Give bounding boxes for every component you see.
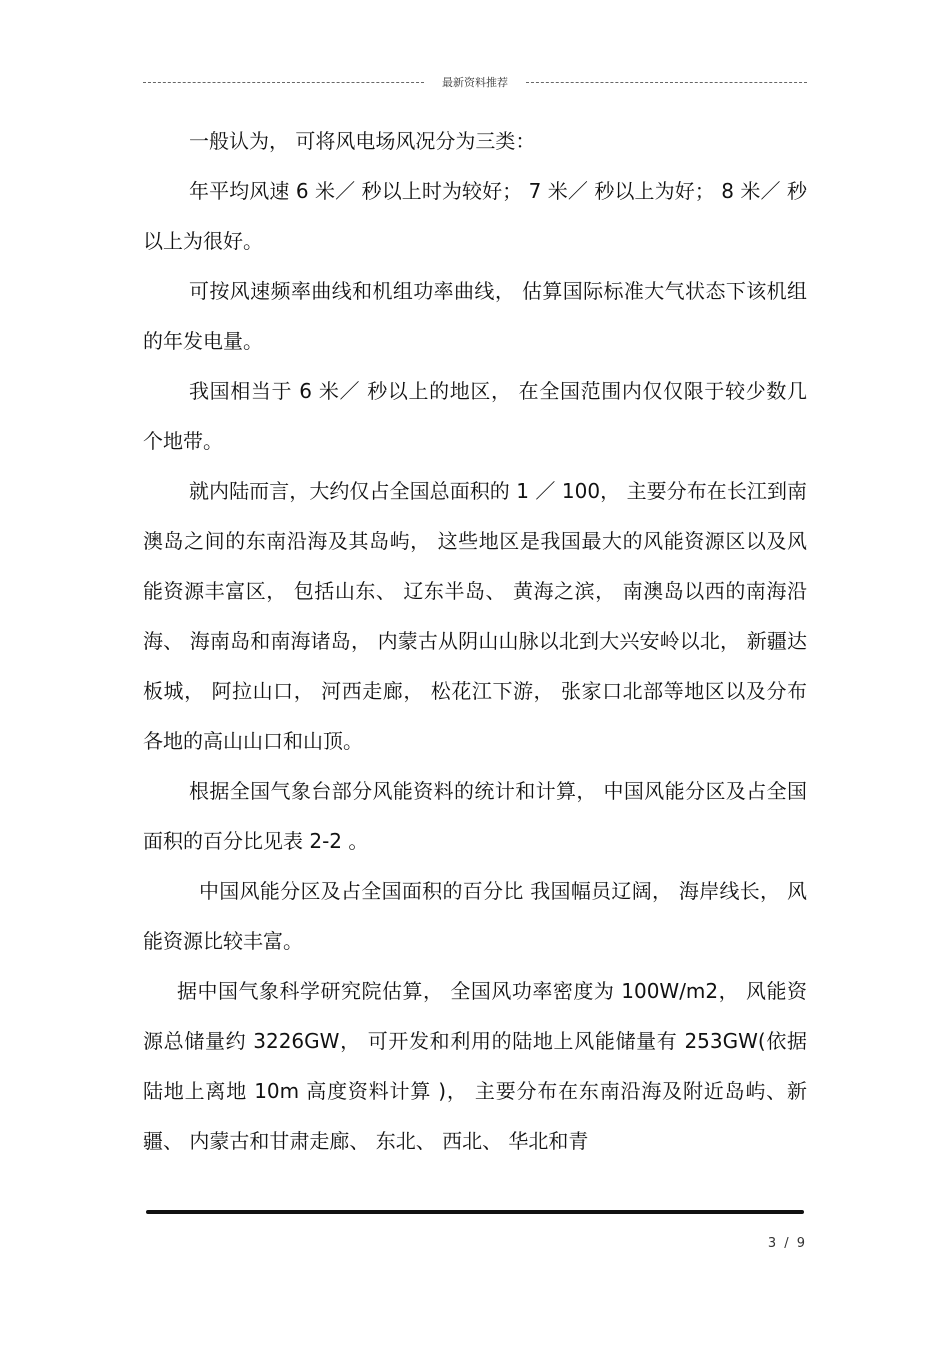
paragraph-power-curve: 可按风速频率曲线和机组功率曲线， 估算国际标准大气状态下该机组的年发电量。 [143, 279, 807, 353]
document-body [143, 116, 807, 1166]
paragraph-zoning: 中国风能分区及占全国面积的百分比 我国幅员辽阔， 海岸线长， 风能资源比较丰富。 [143, 879, 807, 953]
paragraph-estimate: 据中国气象科学研究院估算， 全国风功率密度为 100W/m2， 风能资源总储量约 3226GW， 可开发和利用的陆地上风能储量有 253GW(依据陆地上离地 10m 高度资料计算 )， 主要分布在东南沿海及附近岛屿、新疆、 内蒙古和甘肃走廊、 东北、 西北、 华北和青 [143, 979, 807, 1153]
footer-rule [146, 1210, 804, 1214]
paragraph-regions: 我国相当于 6 米／ 秒以上的地区， 在全国范围内仅仅限于较少数几个地带。 [143, 379, 807, 453]
header-dash-right [526, 82, 807, 83]
page-number: 3 / 9 [767, 1236, 807, 1251]
paragraph-statistics: 根据全国气象台部分风能资料的统计和计算， 中国风能分区及占全国面积的百分比见表 2-2 。 [143, 779, 807, 853]
paragraph-wind-speed: 年平均风速 6 米／ 秒以上时为较好； 7 米／ 秒以上为好； 8 米／ 秒以上为很好。 [143, 179, 807, 253]
paragraph-inland: 就内陆而言，大约仅占全国总面积的 1 ／ 100， 主要分布在长江到南澳岛之间的东南沿海及其岛屿， 这些地区是我国最大的风能资源区以及风能资源丰富区， 包括山东、 辽东半岛、 黄海之滨， 南澳岛以西的南海沿海、 海南岛和南海诸岛， 内蒙古从阴山山脉以北到大兴安岭以北， 新疆达板城， 阿拉山口， 河西走廊， 松花江下游， 张家口北部等地区以及分布各地的高山山口和山顶。 [143, 479, 807, 753]
paragraph-classification: 一般认为， 可将风电场风况分为三类： [189, 129, 536, 153]
header-title: 最新资料推荐 [442, 76, 508, 89]
header-dash-left [143, 82, 424, 83]
page-header [143, 72, 807, 92]
